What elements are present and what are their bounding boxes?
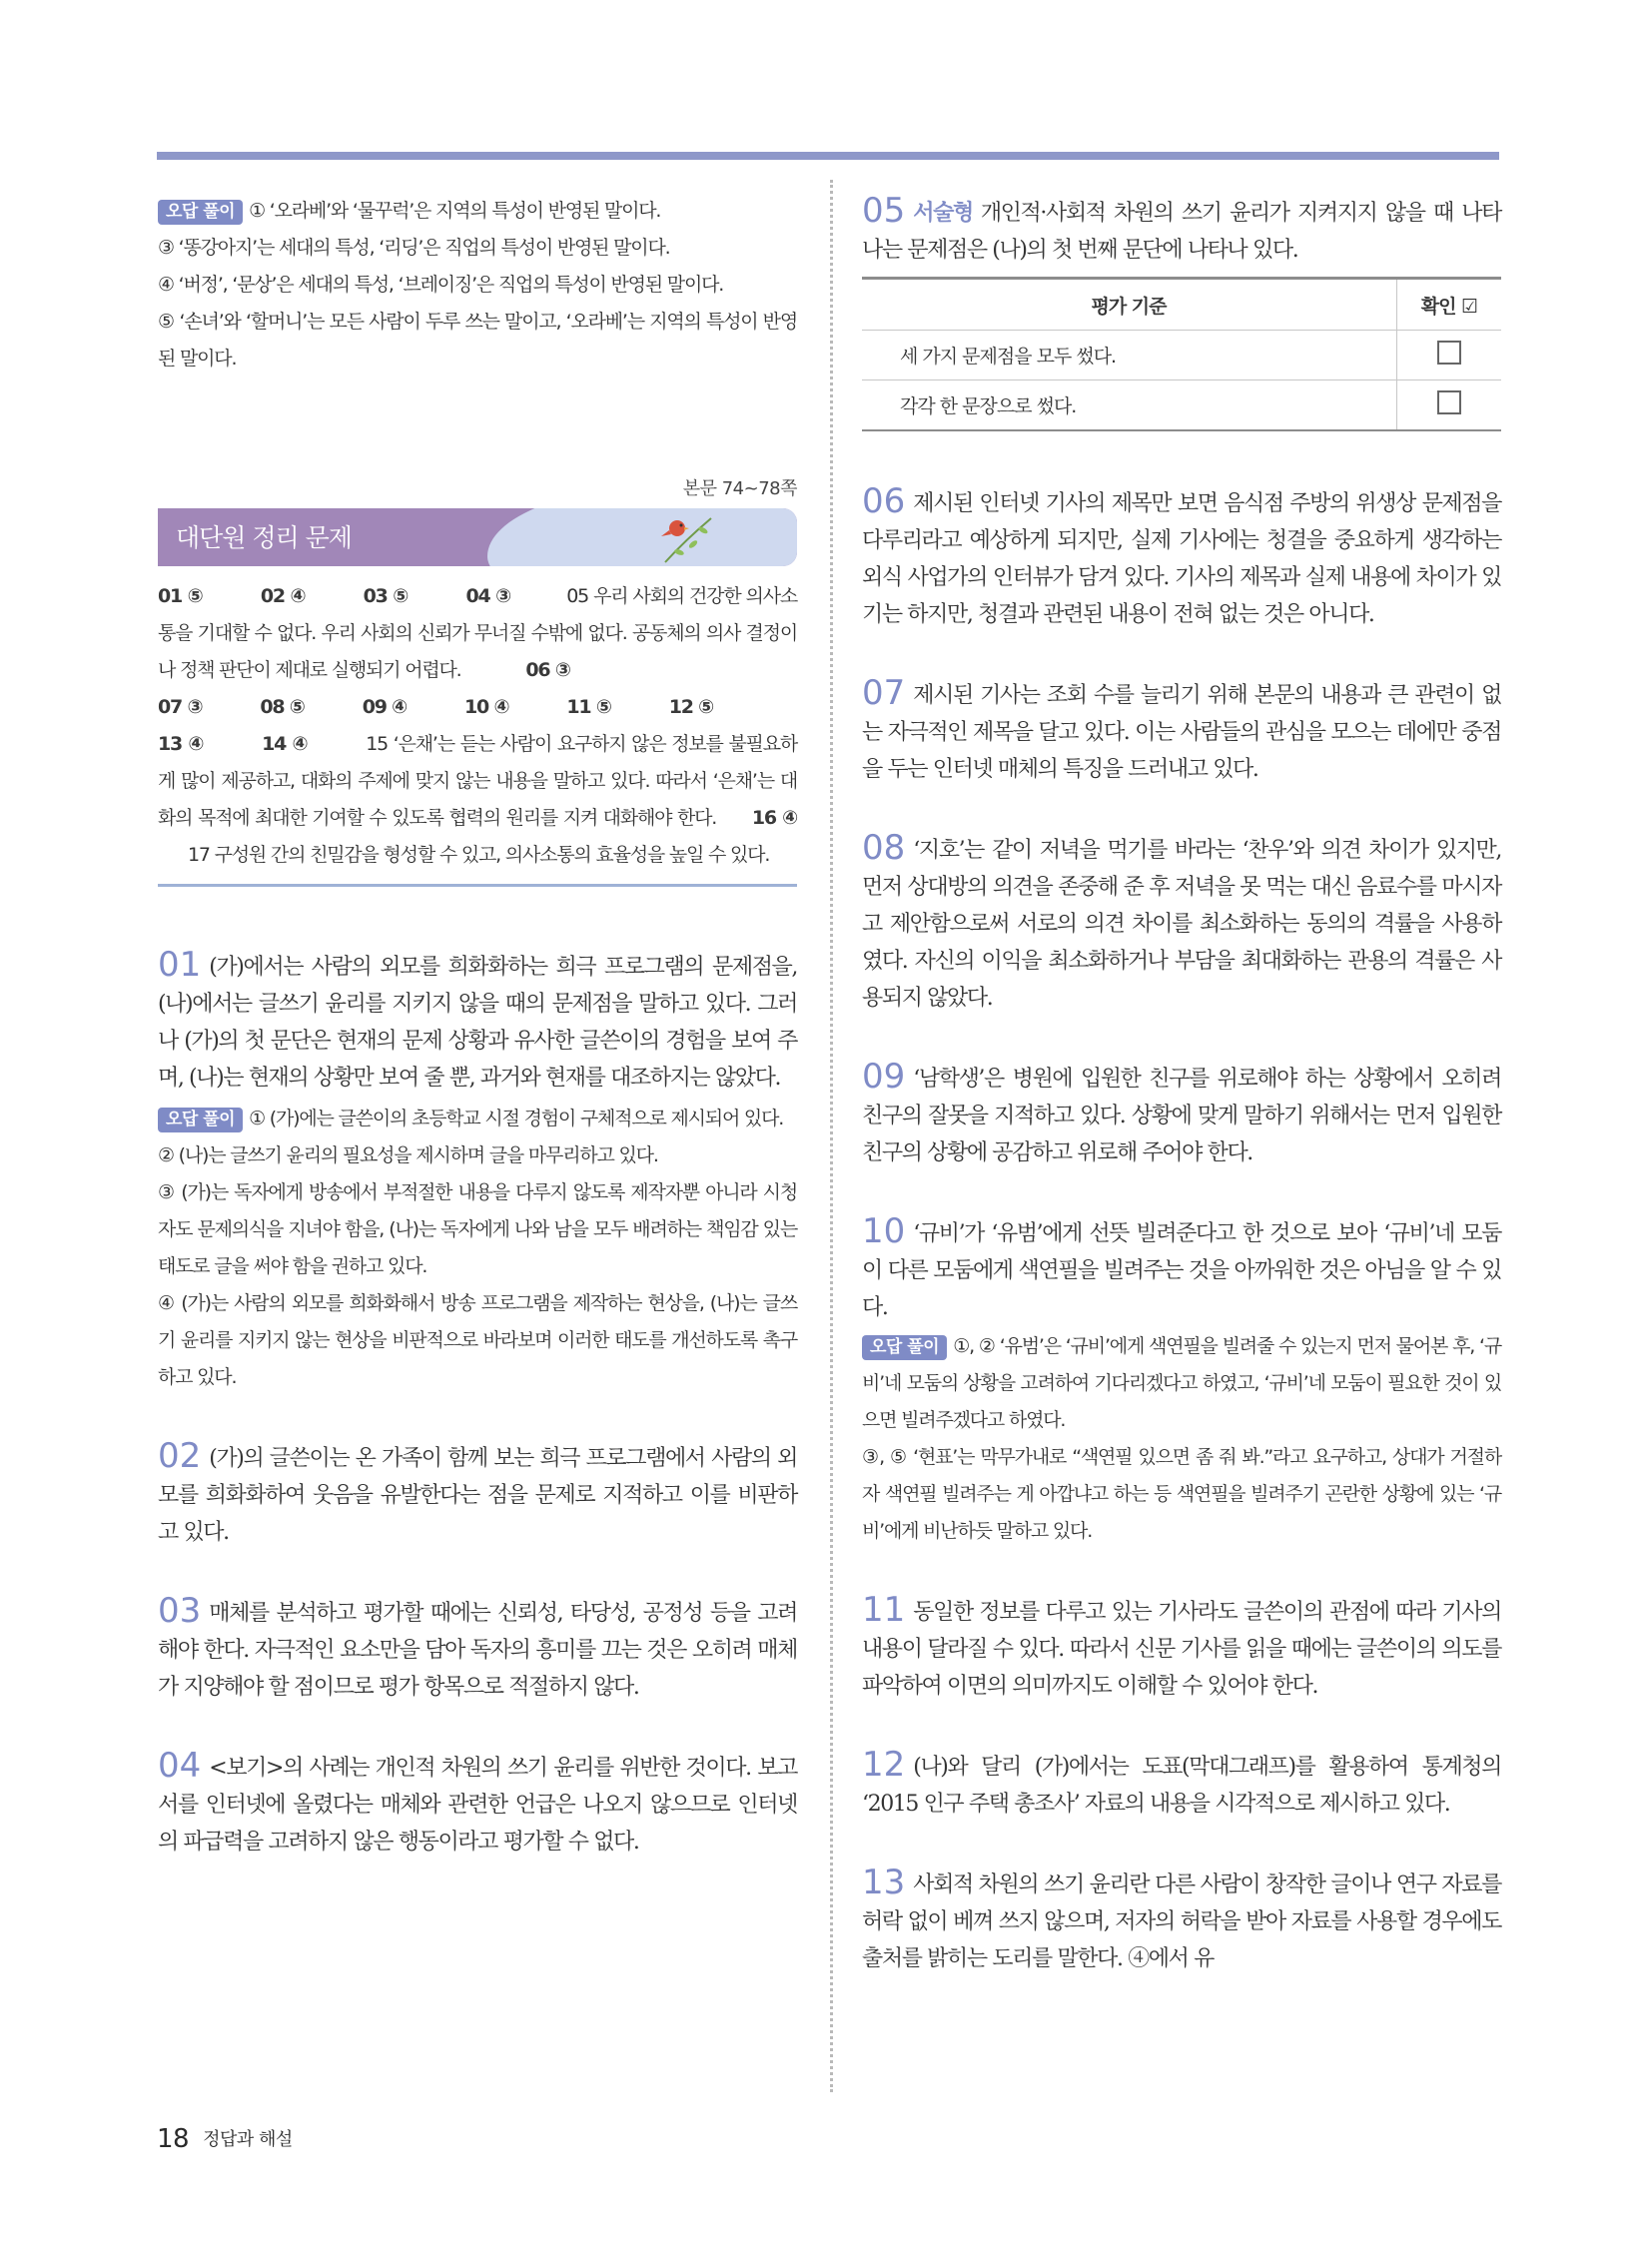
question-text: 개인적·사회적 차원의 쓰기 윤리가 지켜지지 않을 때 나타나는 문제점은 (나)의 첫 번째 문단에 나타나 있다. [862,201,1501,263]
explanation-line: ⑤ ‘손녀’와 ‘할머니’는 모든 사람이 두루 쓰는 말이고, ‘오라베’는 지역의 특성이 반영된 말이다. [158,311,797,370]
wrong-answer-badge: 오답 풀이 [862,1335,947,1360]
question-number: 09 [862,1057,906,1097]
question-text: 동일한 정보를 다루고 있는 기사라도 글쓴이의 관점에 따라 기사의 내용이 달라질 수 있다. 따라서 신문 기사를 읽을 때에는 글쓴이의 의도를 파악하여 이면의 의미까지도 이해할 수 있어야 한다. [862,1600,1501,1699]
answer-item: 17 구성원 간의 친밀감을 형성할 수 있고, 의사소통의 효율성을 높일 수 있다. [188,844,770,866]
explanation-line: ② (나)는 글쓰기 윤리의 필요성을 제시하며 글을 마무리하고 있다. [158,1144,658,1166]
question-number: 02 [158,1436,202,1476]
answer-item: 05 우리 사회의 건강한 의사소통을 기대할 수 없다. 우리 사회의 신뢰가 무너질 수밖에 없다. 공동체의 의사 결정이나 정책 판단이 제대로 실행되기 어렵다. [158,585,798,681]
question-number: 08 [862,828,906,868]
answer-item: 08 ⑤ [260,696,305,718]
answer-item: 01 ⑤ [158,585,203,607]
check-box[interactable] [1437,390,1461,414]
right-column [862,193,1501,1977]
page-reference: 본문 74~78쪽 [682,478,797,499]
answer-item: 14 ④ [262,733,309,755]
page-number: 18 [157,2124,190,2154]
question-text: 매체를 분석하고 평가할 때에는 신뢰성, 타당성, 공정성 등을 고려해야 한다. 자극적인 요소만을 담아 독자의 흥미를 끄는 것은 오히려 매체가 지양해야 할 점이므로 평가 항목으로 적절하지 않다. [158,1601,797,1700]
question-text: ‘남학생’은 병원에 입원한 친구를 위로해야 하는 상황에서 오히려 친구의 잘못을 지적하고 있다. 상황에 맞게 말하기 위해서는 먼저 입원한 친구의 상황에 공감하고 위로해 주어야 한다. [862,1067,1501,1165]
question-number: 11 [862,1590,906,1630]
question-05 [862,193,1501,431]
question-08 [862,830,1501,1017]
answer-item: 04 ③ [465,585,511,607]
explanation-line: ③, ⑤ ‘현표’는 막무가내로 “색연필 있으면 좀 줘 봐.”라고 요구하고, 상대가 거절하자 색연필 빌려주는 게 아깝냐고 하는 등 색연필을 빌려주기 곤란한 상황에 있는 ‘규비’에게 비난하듯 말하고 있다. [862,1446,1501,1542]
answer-item: 09 ④ [362,696,408,718]
question-01 [158,947,797,1396]
question-10 [862,1213,1501,1550]
question-04 [158,1748,797,1861]
question-text: (가)의 글쓴이는 온 가족이 함께 보는 희극 프로그램에서 사람의 외모를 희화화하여 웃음을 유발한다는 점을 문제로 지적하고 이를 비판하고 있다. [158,1446,797,1545]
table-row [862,380,1501,431]
wrong-answer-badge: 오답 풀이 [158,200,243,225]
answer-item: 06 ③ [525,659,570,681]
section-banner [158,508,797,566]
question-text: (나)와 달리 (가)에서는 도표(막대그래프)를 활용하여 통계청의 ‘2015 인구 주택 총조사’ 자료의 내용을 시각적으로 제시하고 있다. [862,1755,1501,1817]
question-text: ‘규비’가 ‘유범’에게 선뜻 빌려준다고 한 것으로 보아 ‘규비’네 모둠이 다른 모둠에게 색연필을 빌려주는 것을 아까워한 것은 아님을 알 수 있다. [862,1221,1501,1320]
answer-item: 13 ④ [158,733,205,755]
answer-key [158,578,797,874]
answer-item: 02 ④ [260,585,306,607]
explanation-line: ④ (가)는 사람의 외모를 희화화해서 방송 프로그램을 제작하는 현상을, (나)는 글쓰기 윤리를 지키지 않는 현상을 비판적으로 바라보며 이러한 태도를 개선하도록 촉구하고 있다. [158,1292,797,1388]
question-number: 04 [158,1746,202,1786]
question-text: (가)에서는 사람의 외모를 희화화하는 희극 프로그램의 문제점을, (나)에서는 글쓰기 윤리를 지키지 않을 때의 문제점을 말하고 있다. 그러나 (가)의 첫 문단은 현재의 문제 상황과 유사한 글쓴이의 경험을 보여 주며, (나)는 현재의 상황만 보여 줄 뿐, 과거와 현재를 대조하지는 않았다. [158,955,797,1091]
left-column [158,193,797,1861]
answer-item: 16 ④ [751,807,798,829]
evaluation-table [862,277,1501,431]
answer-item: 10 ④ [464,696,509,718]
explanation-line: ① (가)에는 글쓴이의 초등학교 시절 경험이 구체적으로 제시되어 있다. [249,1108,784,1129]
answer-item: 03 ⑤ [363,585,409,607]
question-number: 06 [862,481,906,521]
question-text: ‘지호’는 같이 저녁을 먹기를 바라는 ‘찬우’와 의견 차이가 있지만, 먼저 상대방의 의견을 존중해 준 후 저녁을 못 먹는 대신 음료수를 마시자고 제안함으로써 서로의 의견 차이를 최소화하는 동의의 격률을 사용하였다. 자신의 이익을 최소화하거나 부담을 최대화하는 관용의 격률은 사용되지 않았다. [862,838,1501,1011]
table-header-criteria: 평가 기준 [862,279,1397,331]
criteria-cell: 세 가지 문제점을 모두 썼다. [862,331,1397,380]
question-number: 03 [158,1591,202,1631]
prev-explanation [158,193,797,370]
question-type-label: 서술형 [913,200,973,226]
explanation-line: ④ ‘버정’, ‘문상’은 세대의 특성, ‘브레이징’은 직업의 특성이 반영된 말이다. [158,274,724,296]
column-divider [830,180,833,2092]
question-09 [862,1059,1501,1171]
question-12 [862,1747,1501,1823]
explanation-line: ③ ‘똥강아지’는 세대의 특성, ‘리딩’은 직업의 특성이 반영된 말이다. [158,237,670,259]
top-rule [157,152,1499,160]
question-number: 13 [862,1863,906,1902]
question-number: 05 [862,191,906,231]
question-text: 제시된 기사는 조회 수를 늘리기 위해 본문의 내용과 큰 관련이 없는 자극적인 제목을 달고 있다. 이는 사람들의 관심을 모으는 데에만 중점을 두는 인터넷 매체의 특징을 드러내고 있다. [862,683,1501,782]
question-text: <보기>의 사례는 개인적 차원의 쓰기 윤리를 위반한 것이다. 보고서를 인터넷에 올렸다는 매체와 관련한 언급은 나오지 않으므로 인터넷의 파급력을 고려하지 않은 행동이라고 평가할 수 없다. [158,1756,797,1855]
footer-label: 정답과 해설 [203,2129,293,2150]
question-11 [862,1592,1501,1705]
bird-branch-icon [655,510,719,566]
answer-item: 15 ‘은채’는 듣는 사람이 요구하지 않은 정보를 불필요하게 많이 제공하고, 대화의 주제에 맞지 않는 내용을 말하고 있다. 따라서 ‘은채’는 대화의 목적에 최대한 기여할 수 있도록 협력의 원리를 지켜 대화해야 한다. [158,733,798,829]
table-header-check: 확인 ☑ [1397,279,1502,331]
criteria-cell: 각각 한 문장으로 썼다. [862,380,1397,431]
question-07 [862,675,1501,788]
question-text: 제시된 인터넷 기사의 제목만 보면 음식점 주방의 위생상 문제점을 다루리라고 예상하게 되지만, 실제 기사에는 청결을 중요하게 생각하는 외식 사업가의 인터뷰가 담겨 있다. 기사의 제목과 실제 내용에 차이가 있기는 하지만, 청결과 관련된 내용이 전혀 없는 것은 아니다. [862,491,1501,627]
answer-item: 12 ⑤ [668,696,714,718]
section-title: 대단원 정리 문제 [176,523,352,552]
answer-item: 07 ③ [158,696,203,718]
check-box[interactable] [1437,341,1461,365]
answer-item: 11 ⑤ [566,696,611,718]
question-number: 01 [158,945,202,985]
explanation-line: ①, ② ‘유범’은 ‘규비’에게 색연필을 빌려줄 수 있는지 먼저 물어본 후, ‘규비’네 모둠의 상황을 고려하여 기다리겠다고 하였고, ‘규비’네 모둠이 필요한 것이 있으면 빌려주겠다고 하였다. [862,1335,1501,1431]
question-02 [158,1438,797,1551]
question-13 [862,1865,1501,1977]
explanation-line: ① ‘오라베’와 ‘물꾸럭’은 지역의 특성이 반영된 말이다. [249,200,661,222]
question-number: 12 [862,1745,906,1785]
page-footer [157,2124,293,2154]
question-06 [862,483,1501,633]
table-row [862,331,1501,380]
question-text: 사회적 차원의 쓰기 윤리란 다른 사람이 창작한 글이나 연구 자료를 허락 없이 베껴 쓰지 않으며, 저자의 허락을 받아 자료를 사용할 경우에도 출처를 밝히는 도리를 말한다. ④에서 유 [862,1872,1501,1971]
banner-wave [487,508,797,566]
explanation-line: ③ (가)는 독자에게 방송에서 부적절한 내용을 다루지 않도록 제작자뿐 아니라 시청자도 문제의식을 지녀야 함을, (나)는 독자에게 나와 남을 모두 배려하는 책임감 있는 태도로 글을 써야 함을 권하고 있다. [158,1181,797,1277]
checkbox-checked-icon: ☑ [1461,295,1478,318]
question-number: 07 [862,673,906,713]
question-03 [158,1593,797,1706]
wrong-answer-badge: 오답 풀이 [158,1108,243,1132]
question-number: 10 [862,1211,906,1251]
